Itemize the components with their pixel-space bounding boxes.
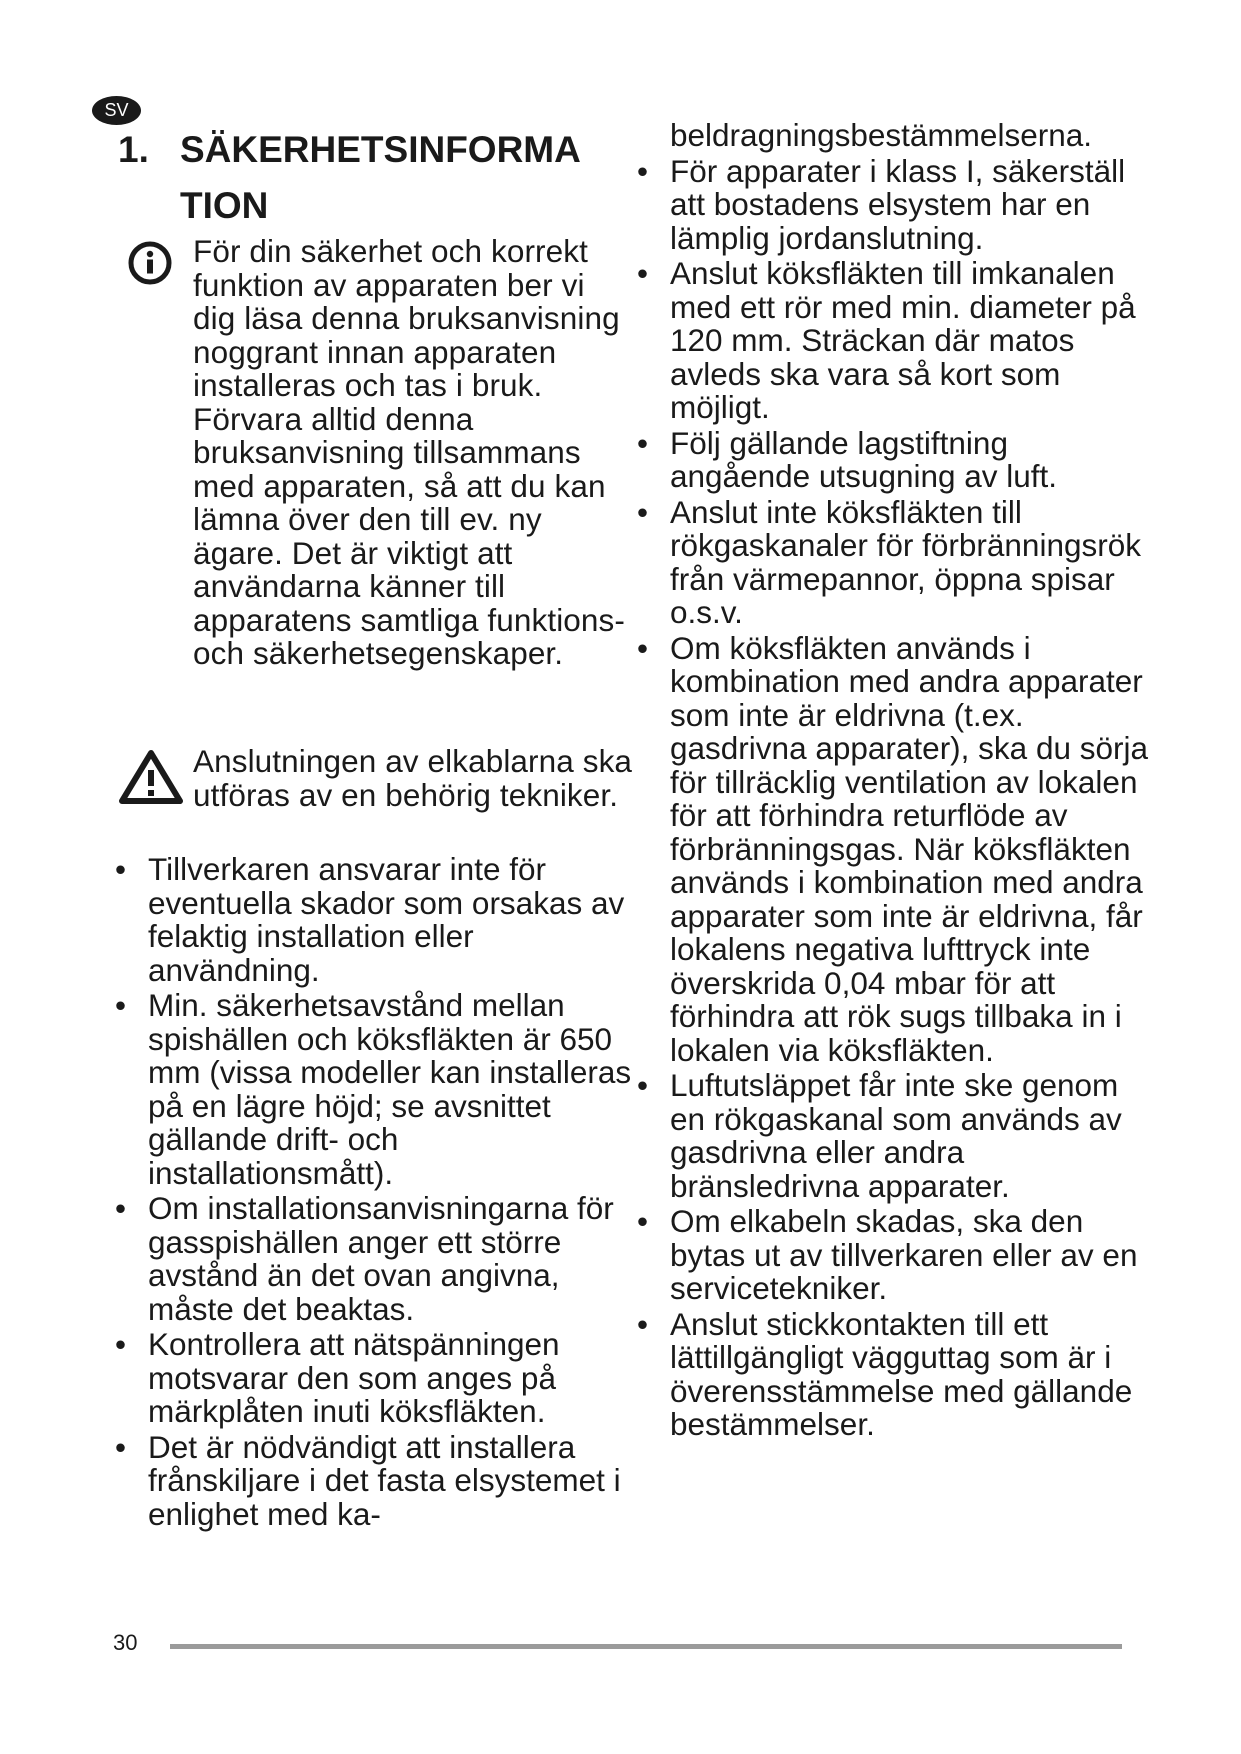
footer-rule — [170, 1644, 1122, 1649]
list-item — [633, 424, 1153, 494]
list-item-text: Anslut stickkontakten till ett lättillgängligt vägguttag som är i överensstämmelse med gällande bestämmelser. — [670, 1305, 1133, 1442]
list-item — [633, 493, 1153, 630]
list-item — [111, 1328, 641, 1429]
list-item-text: Anslut köksfläkten till imkanalen med ett rör med min. diameter på 120 mm. Sträckan där matos avleds ska vara så kort som möjligt. — [670, 255, 1136, 425]
bullet: • — [115, 1326, 127, 1362]
warning-note: Anslutningen av elkablarna ska utföras av en behörig tekniker. — [193, 743, 633, 813]
list-item — [633, 1069, 1153, 1203]
bullet: • — [637, 1305, 649, 1342]
list-item — [633, 257, 1153, 425]
list-item — [111, 1192, 641, 1326]
list-item — [111, 989, 641, 1190]
bullet: • — [115, 987, 127, 1023]
info-icon — [127, 240, 173, 286]
list-item — [633, 1205, 1153, 1306]
list-item — [111, 1428, 641, 1532]
list-item-text: Om köksfläkten används i kombination med andra apparater som inte är eldrivna (t.ex. gasdrivna apparater), ska du sörja för tillräcklig ventilation av lokalen för att förhindra returflöde av förbränningsgas. När köksfläkten används i kombination med andra apparater som inte är eldrivna, får lokalens negativa lufttryck inte överskrida 0,04 mbar för att förhindra att rök sugs tillbaka in i lokalen via köksfläkten. — [670, 629, 1149, 1068]
list-item — [633, 629, 1153, 1068]
page-number: 30 — [113, 1630, 138, 1655]
section-number: 1. — [118, 129, 149, 170]
list-item-text: Min. säkerhetsavstånd mellan spishällen och köksfläkten är 650 mm (vissa modeller kan installeras på en lägre höjd; se avsnittet gällande drift- och installationsmått). — [148, 987, 632, 1191]
warning-icon — [118, 748, 184, 806]
bullet: • — [637, 152, 649, 189]
list-item-text: Kontrollera att nätspänningen motsvarar den som anges på märkplåten inuti köksfläkten. — [148, 1326, 560, 1429]
list-item — [111, 853, 641, 987]
list-item-text: Anslut inte köksfläkten till rökgaskanaler för förbränningsrök från värmepannor, öppna spisar o.s.v. — [670, 493, 1141, 630]
list-item-text: Luftutsläppet får inte ske genom en rökgaskanal som används av gasdrivna eller andra bränsledrivna apparater. — [670, 1067, 1122, 1204]
bullet: • — [637, 1203, 649, 1239]
bullet: • — [115, 1428, 127, 1465]
language-badge: SV — [92, 96, 141, 125]
right-bullet-list — [633, 119, 1153, 1444]
continued-text: beldragningsbestämmelserna. — [670, 117, 1092, 153]
bullet: • — [115, 1190, 127, 1226]
bullet: • — [637, 424, 649, 461]
list-item-text: För apparater i klass I, säkerställ att bostadens elsystem har en lämplig jordanslutning. — [670, 152, 1126, 256]
bullet: • — [637, 1067, 649, 1103]
list-item — [633, 1305, 1153, 1442]
section-heading — [118, 122, 638, 234]
section-title: SÄKERHETSINFORMATION — [180, 129, 581, 226]
info-note: För din säkerhet och korrekt funktion av apparaten ber vi dig läsa denna bruksanvisning noggrant innan apparaten installeras och tas i bruk. Förvara alltid denna bruksanvisning tillsammans med apparaten, så att du kan lämna över den till ev. ny ägare. Det är viktigt att användarna känner till apparatens samtliga funktions- och säkerhetsegenskaper. — [193, 233, 625, 671]
bullet: • — [115, 851, 127, 887]
list-item-text: Det är nödvändigt att installera frånskiljare i det fasta elsystemet i enlighet med ka- — [148, 1428, 621, 1532]
bullet: • — [637, 255, 649, 291]
list-item-text: Om elkabeln skadas, ska den bytas ut av tillverkaren eller av en servicetekniker. — [670, 1203, 1138, 1306]
bullet: • — [637, 493, 649, 530]
bullet: • — [637, 629, 649, 666]
list-item — [633, 152, 1153, 256]
list-item-text: Tillverkaren ansvarar inte för eventuella skador som orsakas av felaktig installation eller användning. — [148, 851, 625, 988]
left-bullet-list — [111, 853, 641, 1533]
list-item-text: Om installationsanvisningarna för gasspishällen anger ett större avstånd än det ovan angivna, måste det beaktas. — [148, 1190, 614, 1327]
list-item-text: Följ gällande lagstiftning angående utsugning av luft. — [670, 424, 1058, 494]
